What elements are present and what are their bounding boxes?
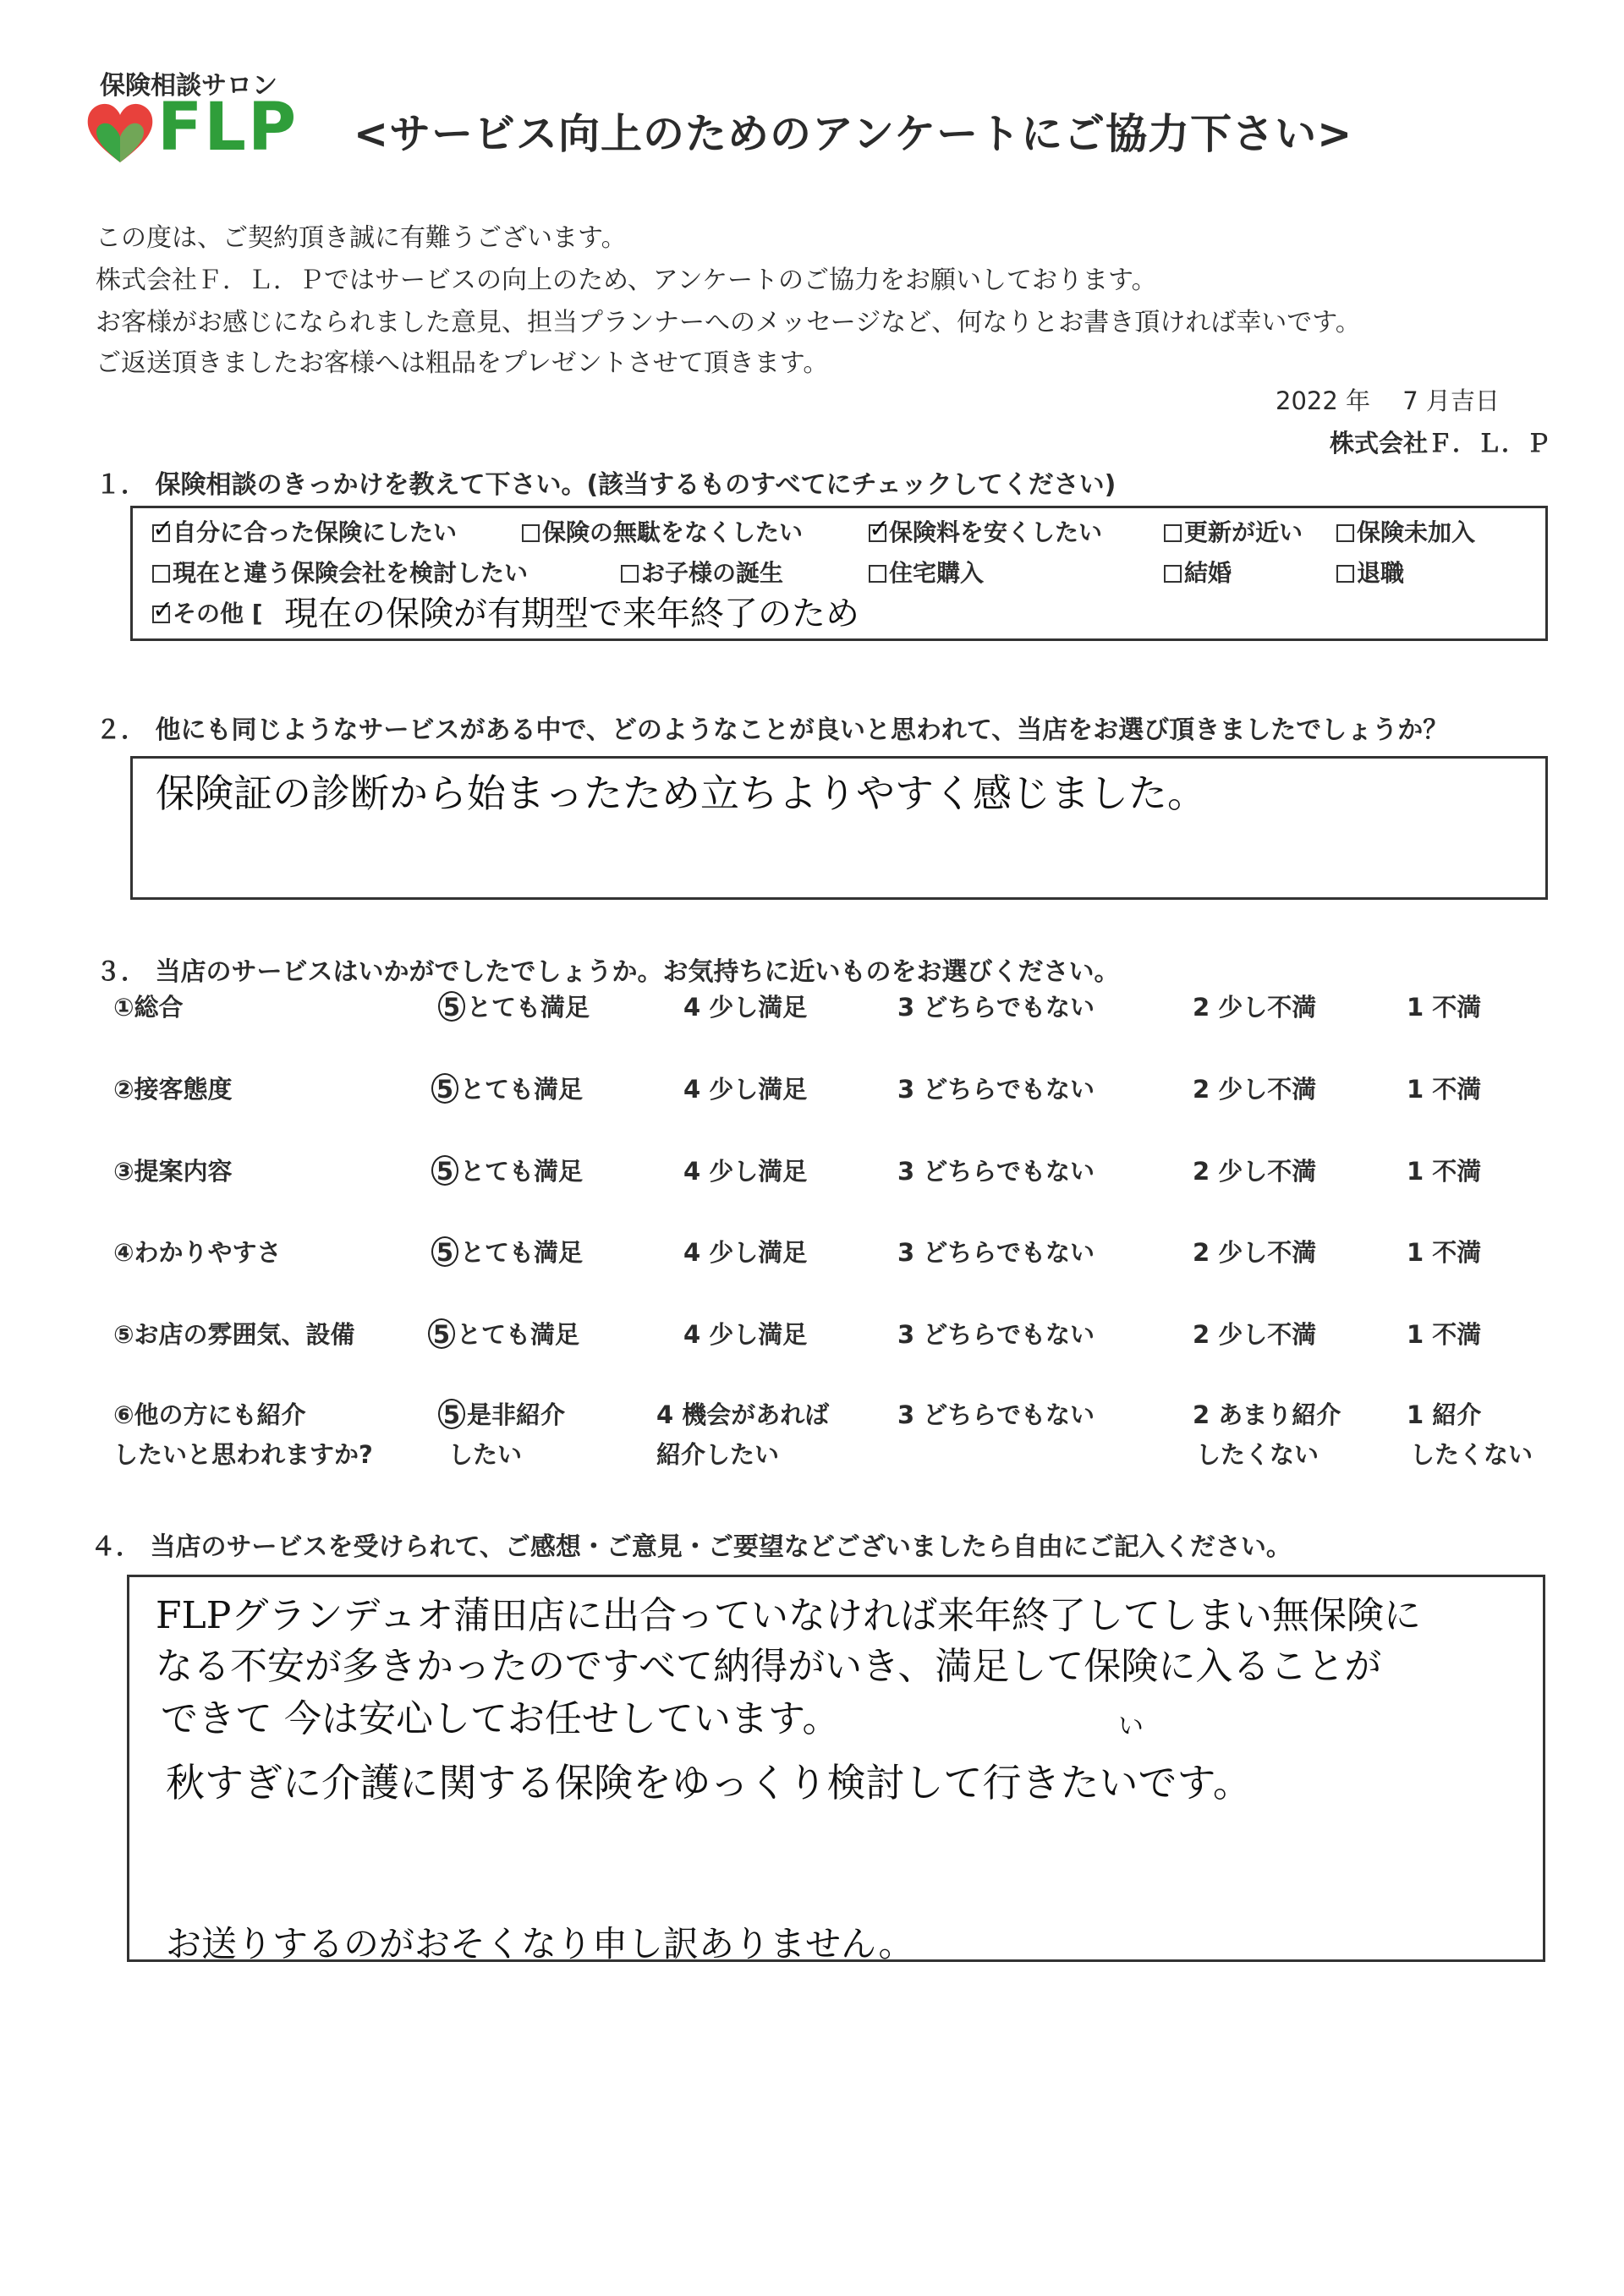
checkbox-icon[interactable] — [1164, 565, 1182, 583]
intro-line: ご返送頂きましたお客様へは粗品をプレゼントさせて頂きます。 — [96, 348, 829, 378]
checkbox-icon[interactable] — [1336, 565, 1354, 583]
rating-label: ④わかりやすさ — [113, 1238, 282, 1267]
q1-other-handwritten[interactable]: 現在の保険が有期型で来年終了のため — [284, 595, 859, 633]
q1-option[interactable]: 住宅購入 — [869, 555, 984, 589]
rating-option-1[interactable]: 1 不満 — [1407, 1238, 1482, 1267]
logo-text: FLP — [157, 90, 299, 166]
rating-option-3[interactable]: 3 どちらでもない — [897, 1075, 1095, 1104]
rating-option-1[interactable]: 1 不満 — [1407, 1075, 1482, 1104]
q1-option-other[interactable]: ✓その他 [ — [152, 595, 263, 629]
q4-handwritten-line: 秋すぎに介護に関する保険をゆっくり検討して行きたいです。 — [166, 1760, 1252, 1806]
q4-handwritten-line: FLPグランデュオ蒲田店に出合っていなければ来年終了してしまい無保険に — [156, 1594, 1422, 1637]
rating-option-3[interactable]: 3 どちらでもない — [897, 1400, 1095, 1429]
checkbox-icon[interactable] — [1336, 524, 1354, 542]
rating-option-3[interactable]: 3 どちらでもない — [897, 1320, 1095, 1349]
q4-handwritten-line: お送りするのがおそくなり申し訳ありません。 — [166, 1923, 914, 1964]
q1-option[interactable]: 結婚 — [1164, 555, 1232, 589]
rating-option-4[interactable]: 4 機会があれば — [656, 1400, 830, 1429]
rating-option-3[interactable]: 3 どちらでもない — [897, 993, 1095, 1022]
q1-option[interactable]: 更新が近い — [1164, 514, 1303, 548]
checkbox-icon[interactable] — [522, 524, 540, 542]
rating-option-2[interactable]: 2 少し不満 — [1193, 1320, 1317, 1349]
rating-option-1[interactable]: 1 不満 — [1407, 1320, 1482, 1349]
intro-line: この度は、ご契約頂き誠に有難うございます。 — [96, 223, 627, 253]
heart-logo-icon — [85, 98, 156, 166]
rating-option-3[interactable]: 3 どちらでもない — [897, 1157, 1095, 1186]
rating-label: ①総合 — [113, 993, 184, 1022]
rating-label: したいと思われますか? — [113, 1440, 373, 1469]
rating-label: ②接客態度 — [113, 1075, 233, 1104]
rating-option-5-selected[interactable]: 5 是非紹介 — [438, 1395, 565, 1435]
rating-option-2[interactable]: 2 少し不満 — [1193, 993, 1317, 1022]
rating-option-1[interactable]: 1 不満 — [1407, 993, 1482, 1022]
q1-option[interactable]: ✓ 保険料を安くしたい — [869, 514, 1102, 548]
rating-option-2[interactable]: 2 少し不満 — [1193, 1075, 1317, 1104]
q4-furigana: い — [1118, 1712, 1144, 1741]
logo-subtitle: 保険相談サロン — [100, 71, 277, 101]
q4-title: ４． 当店のサービスを受けられて、ご感想・ご意見・ご要望などございましたら自由にご記入ください。 — [91, 1532, 1292, 1562]
rating-option-5-selected[interactable]: 5 とても満足 — [428, 1315, 579, 1355]
rating-option-4[interactable]: 4 少し満足 — [683, 1157, 808, 1186]
selection-circle-icon: 5 — [438, 991, 465, 1022]
rating-label: ③提案内容 — [113, 1157, 233, 1186]
q1-option[interactable]: 退職 — [1336, 555, 1404, 589]
intro-line: お客様がお感じになられました意見、担当プランナーへのメッセージなど、何なりとお書き頂ければ幸いです。 — [96, 308, 1361, 337]
rating-label: ⑥他の方にも紹介 — [113, 1400, 306, 1429]
intro-line: 株式会社Ｆ．Ｌ．Ｐではサービスの向上のため、アンケートのご協力をお願いしております。 — [96, 266, 1157, 295]
company-name: 株式会社Ｆ．Ｌ．Ｐ — [1330, 429, 1551, 458]
page-title: <サービス向上のためのアンケートにご協力下さい> — [354, 110, 1353, 158]
q1-option[interactable]: 保険の無駄をなくしたい — [522, 514, 803, 548]
rating-option-4[interactable]: 4 少し満足 — [683, 1075, 808, 1104]
q1-option[interactable]: 現在と違う保険会社を検討したい — [152, 555, 528, 589]
rating-option-4[interactable]: 4 少し満足 — [683, 1320, 808, 1349]
rating-option-5-selected[interactable]: 5 とても満足 — [431, 1233, 583, 1273]
q1-option[interactable]: 保険未加入 — [1336, 514, 1475, 548]
rating-option-2[interactable]: 2 少し不満 — [1193, 1238, 1317, 1267]
q3-title: ３． 当店のサービスはいかがでしたでしょうか。お気持ちに近いものをお選びください。 — [96, 957, 1120, 987]
rating-option-3[interactable]: 3 どちらでもない — [897, 1238, 1095, 1267]
rating-option-5-selected[interactable]: 5 とても満足 — [438, 988, 590, 1027]
selection-circle-icon: 5 — [431, 1073, 458, 1104]
rating-label: ⑤お店の雰囲気、設備 — [113, 1320, 355, 1349]
rating-option-5-selected[interactable]: 5 とても満足 — [431, 1070, 583, 1110]
rating-option-2-line2: したくない — [1196, 1440, 1320, 1469]
checkbox-icon[interactable] — [1164, 524, 1182, 542]
rating-option-4[interactable]: 4 少し満足 — [683, 1238, 808, 1267]
rating-option-1-line2: したくない — [1410, 1440, 1533, 1469]
rating-option-1[interactable]: 1 不満 — [1407, 1157, 1482, 1186]
rating-option-5-selected[interactable]: 5 とても満足 — [431, 1152, 583, 1192]
selection-circle-icon: 5 — [428, 1318, 455, 1349]
selection-circle-icon: 5 — [431, 1236, 458, 1267]
checkbox-checked-icon[interactable] — [152, 524, 170, 542]
q1-option[interactable]: お子様の誕生 — [621, 555, 783, 589]
q1-option[interactable]: ✓自分に合った保険にしたい — [152, 514, 457, 548]
selection-circle-icon: 5 — [438, 1399, 465, 1429]
checkbox-checked-icon[interactable] — [152, 606, 170, 623]
selection-circle-icon: 5 — [431, 1155, 458, 1186]
q1-title: １． 保険相談のきっかけを教えて下さい。(該当するものすべてにチェックしてください) — [96, 470, 1116, 500]
rating-option-2[interactable]: 2 あまり紹介 — [1193, 1400, 1341, 1429]
checkbox-icon[interactable] — [869, 565, 886, 583]
q4-handwritten-line: できて 今は安心してお任せしています。 — [161, 1697, 840, 1740]
checkbox-checked-icon[interactable] — [869, 524, 886, 542]
checkbox-icon[interactable] — [152, 565, 170, 583]
rating-option-2[interactable]: 2 少し不満 — [1193, 1157, 1317, 1186]
rating-option-4[interactable]: 4 少し満足 — [683, 993, 808, 1022]
rating-option-5-line2: したい — [448, 1440, 523, 1469]
q2-handwritten-answer: 保険証の診断から始まったため立ちよりやすく感じました。 — [156, 770, 1206, 816]
q4-handwritten-line: なる不安が多きかったのですべて納得がいき、満足して保険に入ることが — [156, 1645, 1382, 1688]
rating-option-1[interactable]: 1 紹介 — [1407, 1400, 1482, 1429]
date-line: 2022 年 7 月吉日 — [1276, 386, 1500, 415]
rating-option-4-line2: 紹介したい — [656, 1440, 780, 1469]
q2-title: ２． 他にも同じようなサービスがある中で、どのようなことが良いと思われて、当店をお選び頂きましたでしょうか？ — [96, 715, 1449, 745]
checkbox-icon[interactable] — [621, 565, 639, 583]
